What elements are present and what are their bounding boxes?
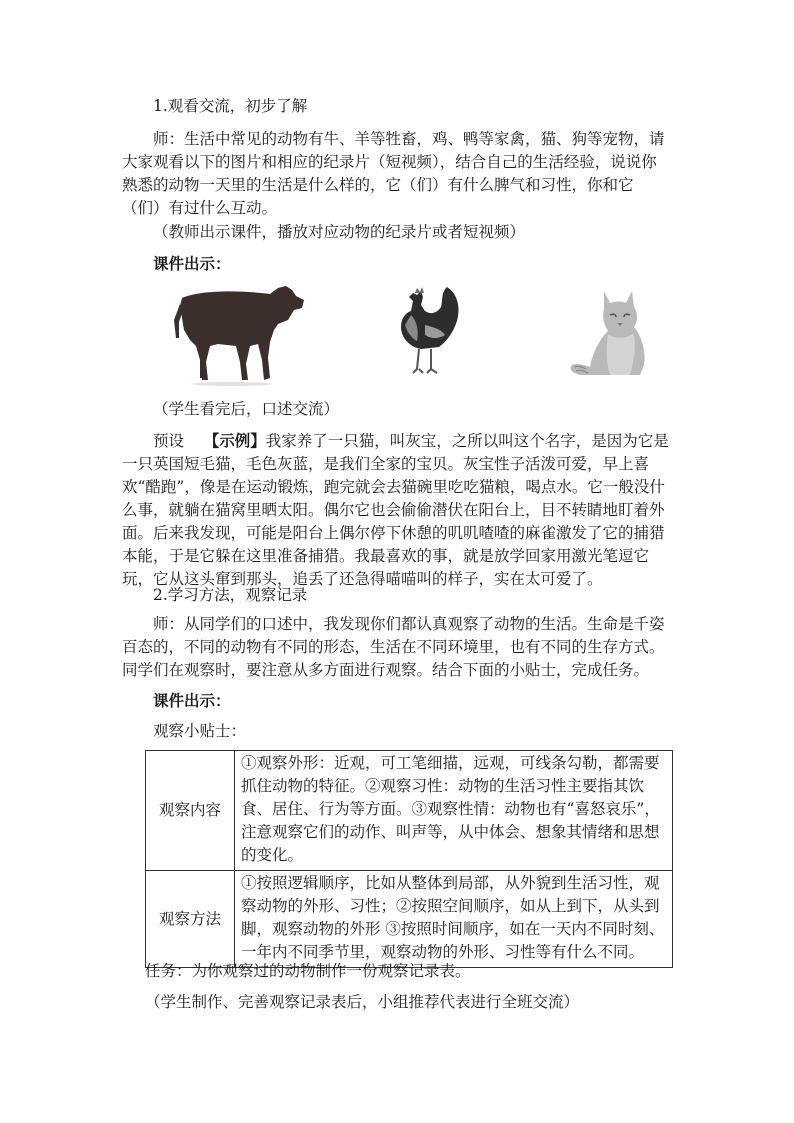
observation-tips-table — [145, 750, 673, 968]
teacher-action-note: （教师出示课件，播放对应动物的纪录片或者短视频） — [153, 223, 526, 241]
section2-title: 2.学习方法，观察记录 — [153, 586, 308, 604]
row-label: 观察方法 — [146, 871, 235, 968]
cat-photo — [560, 285, 650, 380]
tips-title: 观察小贴士： — [153, 722, 247, 740]
courseware-label-2: 课件出示： — [153, 691, 231, 710]
teacher-intro-paragraph: 师：生活中常见的动物有牛、羊等牲畜，鸡、鸭等家禽，猫、狗等宠物，请大家观看以下的图片和相应的纪录片（短视频），结合自己的生活经验，说说你熟悉的动物一天里的生活是什么样的，它（们）有什么脾气和习性，你和它（们）有过什么互动。 — [122, 130, 665, 217]
example-paragraph — [122, 429, 670, 591]
courseware-label: 课件出示： — [153, 254, 231, 273]
row-content: ①按照逻辑顺序，比如从整体到局部，从外貌到生活习性，观察动物的外形、习性；②按照空间顺序，如从上到下，从头到脚，观察动物的外形 ③按照时间顺序，如在一天内不同时刻、一年内不同季节里，观察动物的外形、习性等有什么不同。 — [235, 871, 673, 968]
cow-photo — [170, 280, 310, 388]
section1-title: 1.观看交流，初步了解 — [153, 97, 308, 115]
animal-images — [165, 280, 665, 390]
table-row — [146, 871, 673, 968]
example-text: 我家养了一只猫，叫灰宝，之所以叫这个名字，是因为它是一只英国短毛猫，毛色灰蓝，是我们全家的宝贝。灰宝性子活泼可爱，早上喜欢“酷跑”，像是在运动锻炼，跑完就会去猫碗里吃吃猫粮，喝点水。它一般没什么事，就躺在猫窝里晒太阳。偶尔它也会偷偷潜伏在阳台上，目不转睛地盯着外面。后来我发现，可能是阳台上偶尔停下休憩的叽叽喳喳的麻雀激发了它的捕猎本能，于是它躲在这里准备捕猎。我最喜欢的事，就是放学回家用激光笔逗它玩，它从这头窜到那头，追丢了还急得喵喵叫的样子，实在太可爱了。 — [122, 432, 669, 588]
rooster-photo — [395, 285, 465, 380]
teacher-method-paragraph: 师：从同学们的口述中，我发现你们都认真观察了动物的生活。生命是千姿百态的，不同的动物有不同的形态，生活在不同环境里，也有不同的生存方式。同学们在观察时，要注意从多方面进行观察。结合下面的小贴士，完成任务。 — [122, 615, 665, 679]
table-row — [146, 751, 673, 871]
row-content: ①观察外形：近观，可工笔细描，远观，可线条勾勒，都需要抓住动物的特征。②观察习性：动物的生活习性主要指其饮食、居住、行为等方面。③观察性情：动物也有“喜怒哀乐”，注意观察它们的动作、叫声等，从中体会、想象其情绪和思想的变化。 — [235, 751, 673, 871]
example-tag: 【示例】 — [203, 431, 266, 450]
task-text: 任务：为你观察过的动物制作一份观察记录表。 — [145, 962, 471, 980]
closing-note: （学生制作、完善观察记录表后，小组推荐代表进行全班交流） — [145, 993, 580, 1011]
row-label: 观察内容 — [146, 751, 235, 871]
student-action-note: （学生看完后，口述交流） — [153, 400, 340, 418]
preset-label: 预设 — [153, 432, 185, 450]
